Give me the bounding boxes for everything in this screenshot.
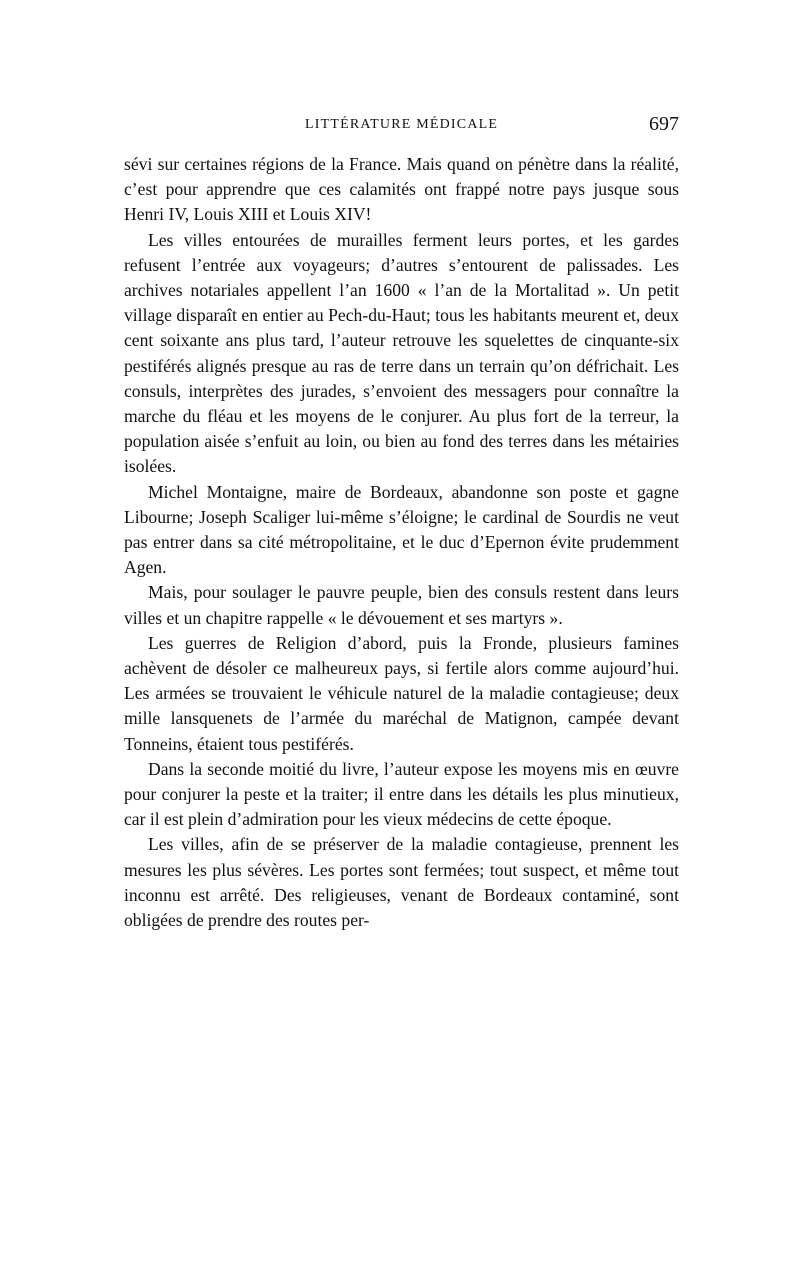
paragraph-walled-towns: Les villes entourées de murailles ferment leurs portes, et les gardes refusent l’entrée aux voyageurs; d’autres s’entourent de palissades. Les archives notariales appellent l’an 1600 « l’an de la Mortalitad ». Un petit village disparaît en entier au Pech-du-Haut; tous les habitants meurent et, deux cent soixante ans plus tard, l’auteur retrouve les squelettes de cinquante-six pestiférés alignés presque au ras de terre dans un terrain qu’on défrichait. Les consuls, interprètes des jurades, s’envoient des messagers pour connaître la marche du fléau et les moyens de le conjurer. Au plus fort de la terreur, la population aisée s’enfuit au loin, ou bien au fond des terres dans les métairies isolées. [124,229,679,477]
page-number: 697 [649,113,679,135]
running-title: LITTÉRATURE MÉDICALE [305,117,499,132]
paragraph-montaigne: Michel Montaigne, maire de Bordeaux, abandonne son poste et gagne Libourne; Joseph Scaliger lui-même s’éloigne; le cardinal de Sourdis ne veut pas entrer dans sa cité métropolitaine, et le duc d’Epernon évite prudemment Agen. [124,481,679,578]
paragraph-continuation: sévi sur certaines régions de la France. Mais quand on pénètre dans la réalité, c’est pour apprendre que ces calamités ont frappé notre pays jusque sous Henri IV, Louis XIII et Louis XIV! [124,154,679,225]
paragraph-second-half: Dans la seconde moitié du livre, l’auteur expose les moyens mis en œuvre pour conjurer la peste et la traiter; il entre dans les détails les plus minutieux, car il est plein d’admiration pour les vieux médecins de cette époque. [124,758,679,830]
body-text [124,152,679,933]
paragraph-wars-of-religion: Les guerres de Religion d’abord, puis la Fronde, plusieurs famines achèvent de désoler ce malheureux pays, si fertile alors comme aujourd’hui. Les armées se trouvaient le véhicule naturel de la maladie contagieuse; deux mille lansquenets de l’armée du maréchal de Matignon, campée devant Tonneins, étaient tous pestiférés. [124,632,679,754]
running-head [124,113,679,139]
paragraph-town-measures: Les villes, afin de se préserver de la maladie contagieuse, prennent les mesures les plus sévères. Les portes sont fermées; tout suspect, et même tout inconnu est arrêté. Des religieuses, venant de Bordeaux contaminé, sont obligées de prendre des routes per- [124,834,679,931]
paragraph-consuls: Mais, pour soulager le pauvre peuple, bien des consuls restent dans leurs villes et un chapitre rappelle « le dévouement et ses martyrs ». [124,582,679,628]
